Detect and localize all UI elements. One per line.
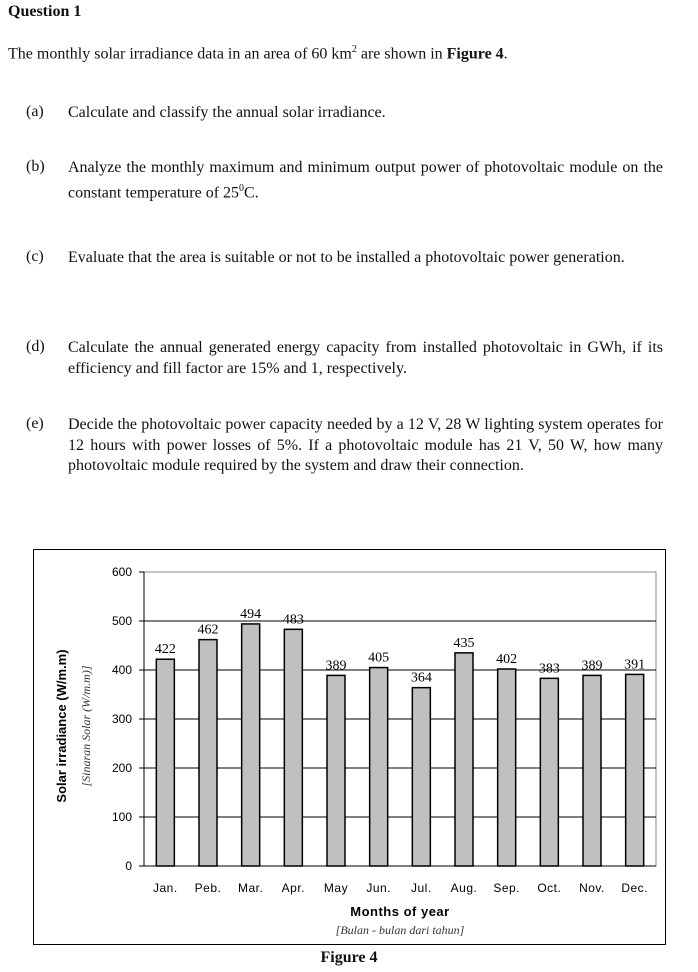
bar — [583, 675, 601, 866]
data-label: 389 — [581, 658, 603, 674]
x-tick-label: Jun. — [366, 881, 392, 895]
part-b-body: Analyze the monthly maximum and minimum output power of photovoltaic module on the constant temperature of 25 — [68, 159, 663, 201]
part-c-label: (c) — [26, 248, 44, 265]
x-axis-label: Months of year — [350, 904, 450, 919]
figure-caption: Figure 4 — [320, 949, 378, 966]
x-tick-label: May — [323, 881, 349, 895]
part-b-label: (b) — [26, 158, 45, 175]
x-axis-label-translation: [Bulan - bulan dari tahun] — [335, 923, 465, 937]
part-e-label: (e) — [26, 415, 44, 432]
bar — [327, 675, 345, 866]
data-label: 364 — [410, 670, 432, 686]
bar-chart — [34, 550, 664, 943]
data-label: 405 — [368, 650, 390, 666]
data-label: 389 — [325, 658, 347, 674]
x-tick-label: Dec. — [621, 881, 649, 895]
y-tick-label: 500 — [111, 614, 132, 628]
part-a-text: Calculate and classify the annual solar irradiance. — [68, 104, 386, 121]
x-tick-label: Oct. — [537, 881, 562, 895]
part-d-label: (d) — [26, 338, 45, 355]
bar — [455, 653, 473, 866]
x-tick-label: Sep. — [493, 881, 521, 895]
y-tick-label: 600 — [111, 565, 132, 579]
intro-text: The monthly solar irradiance data in an area of 60 km — [8, 45, 352, 63]
y-axis-label-translation: [Sinaran Solar (W/m.m)] — [79, 665, 93, 787]
part-b-text — [68, 158, 663, 203]
question-title: Question 1 — [8, 3, 82, 20]
y-axis-label: Solar irradiance (W/m.m) — [54, 649, 69, 803]
intro-text-mid: are shown in — [356, 45, 447, 63]
degree-superscript: 0 — [239, 182, 245, 194]
x-tick-label: Apr. — [281, 881, 306, 895]
x-tick-label: Nov. — [579, 881, 605, 895]
y-tick-label: 400 — [111, 663, 132, 677]
x-tick-label: Jul. — [410, 881, 432, 895]
part-d-text: Calculate the annual generated energy capacity from installed photovoltaic in GWh, if its efficiency and fill factor are 15% and 1, respectively. — [68, 339, 663, 377]
data-label: 494 — [240, 606, 262, 622]
figure-frame — [33, 549, 666, 945]
y-tick-label: 300 — [111, 712, 132, 726]
bar — [284, 629, 302, 866]
question-intro — [8, 44, 508, 63]
data-label: 391 — [624, 657, 646, 673]
data-label: 435 — [453, 635, 475, 651]
part-c-text: Evaluate that the area is suitable or not to be installed a photovoltaic power generation. — [68, 249, 625, 266]
data-label: 483 — [282, 612, 304, 628]
y-tick-label: 0 — [125, 859, 132, 873]
data-label: 462 — [197, 622, 219, 638]
x-tick-label: Aug. — [450, 881, 478, 895]
intro-text-end: . — [503, 45, 508, 63]
part-a-label: (a) — [26, 103, 44, 120]
x-tick-label: Jan. — [152, 881, 178, 895]
bar — [156, 659, 174, 866]
bar — [626, 674, 644, 866]
part-b-end: C. — [244, 183, 259, 201]
data-label: 383 — [538, 661, 560, 677]
y-tick-label: 200 — [111, 761, 132, 775]
bar — [412, 688, 430, 866]
bar — [242, 624, 260, 866]
bar — [370, 668, 388, 866]
part-e-text: Decide the photovoltaic power capacity needed by a 12 V, 28 W lighting system operates for 12 hours with power losses of 5%. If a photovoltaic module has 21 V, 50 W, how many photovoltaic module required by the system and draw their connection. — [68, 416, 663, 474]
y-tick-label: 100 — [111, 810, 132, 824]
data-label: 402 — [496, 652, 518, 668]
bar — [498, 669, 516, 866]
x-tick-label: Mar. — [237, 881, 264, 895]
bar — [540, 678, 558, 866]
intro-superscript: 2 — [351, 44, 357, 55]
figure-reference: Figure 4 — [446, 45, 504, 63]
bar — [199, 640, 217, 866]
data-label: 422 — [154, 642, 176, 658]
x-tick-label: Peb. — [194, 881, 222, 895]
